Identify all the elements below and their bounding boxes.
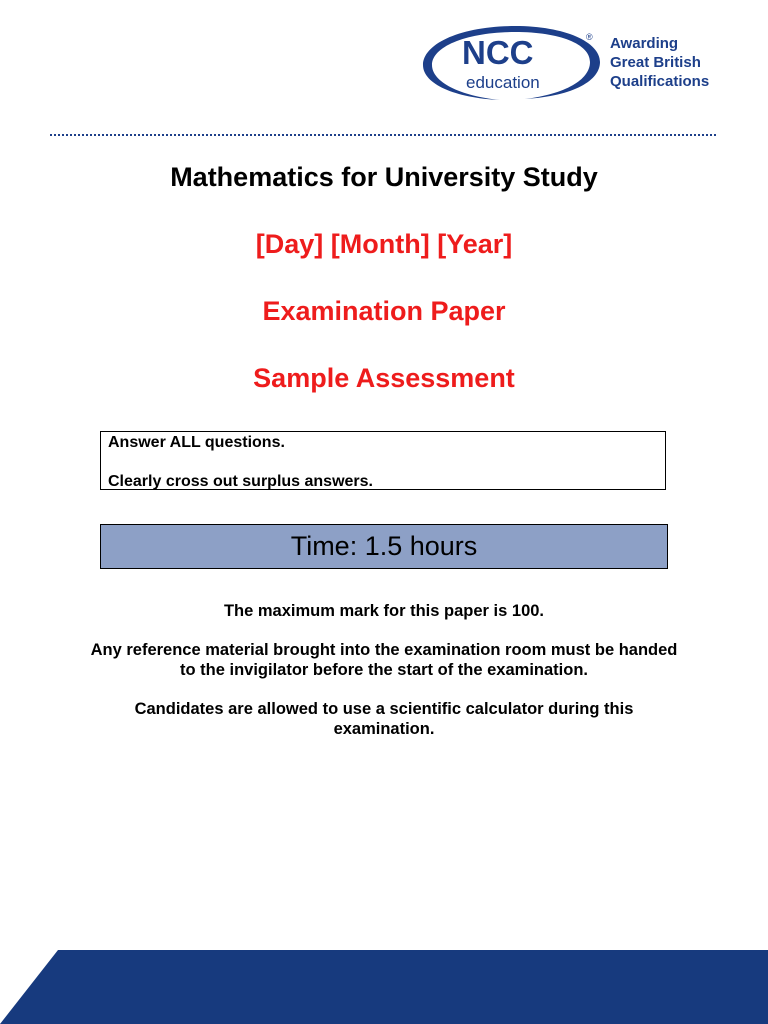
instructions-box xyxy=(100,431,666,490)
note-calculator: Candidates are allowed to use a scientific calculator during this examination. xyxy=(134,700,634,738)
paper-type: Examination Paper xyxy=(262,296,506,326)
ncc-logo-mark xyxy=(420,22,610,102)
registered-mark: ® xyxy=(586,32,593,42)
note-reference-material: Any reference material brought into the examination room must be handed to the invigilator before the start of the examination. xyxy=(90,641,678,679)
note-max-mark: The maximum mark for this paper is 100. xyxy=(223,602,545,620)
header-divider xyxy=(50,134,716,136)
tagline-line-3: Qualifications xyxy=(610,73,710,90)
time-allowed-box: Time: 1.5 hours xyxy=(100,524,668,569)
logo-tagline xyxy=(610,34,709,91)
tagline-line-1: Awarding xyxy=(610,35,679,52)
footer-band xyxy=(0,950,768,1024)
tagline-line-2: Great British xyxy=(610,54,701,71)
logo-subbrand-text: education xyxy=(466,73,540,92)
ncc-education-logo xyxy=(420,22,720,102)
exam-notes xyxy=(84,601,684,758)
course-title: Mathematics for University Study xyxy=(170,162,598,192)
instruction-line: Answer ALL questions. xyxy=(108,434,285,451)
logo-brand-text: NCC xyxy=(462,34,534,71)
instruction-line: Clearly cross out surplus answers. xyxy=(108,473,373,490)
assessment-type: Sample Assessment xyxy=(253,363,515,393)
exam-date: [Day] [Month] [Year] xyxy=(255,229,513,259)
